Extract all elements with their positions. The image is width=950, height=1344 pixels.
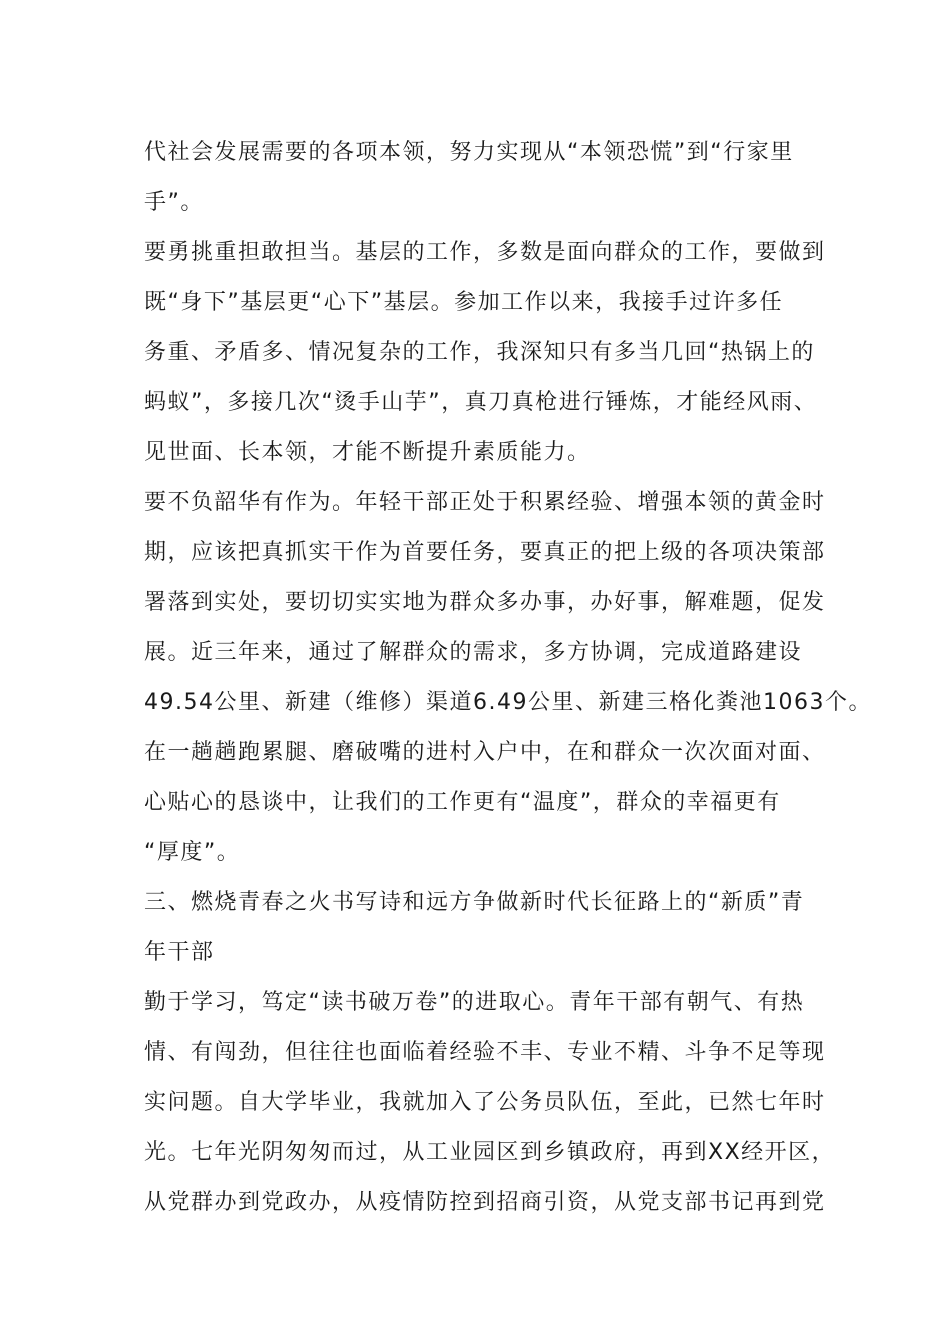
text-line: 从党群办到党政办，从疫情防控到招商引资，从党支部书记再到党 — [144, 1190, 826, 1215]
text-line: 情、有闯劲，但往往也面临着经验不丰、专业不精、斗争不足等现 — [144, 1040, 826, 1065]
text-line: 要不负韶华有作为。年轻干部正处于积累经验、增强本领的黄金时 — [144, 490, 826, 515]
text-line: 实问题。自大学毕业，我就加入了公务员队伍，至此，已然七年时 — [144, 1090, 826, 1115]
text-line: 展。近三年来，通过了解群众的需求，多方协调，完成道路建设 — [144, 640, 803, 665]
text-line: 手”。 — [144, 190, 204, 215]
text-line: 心贴心的恳谈中，让我们的工作更有“温度”，群众的幸福更有 — [144, 790, 781, 815]
text-line: 蚂蚁”，多接几次“烫手山芋”，真刀真枪进行锤炼，才能经风雨、 — [144, 390, 818, 415]
text-line: 见世面、长本领，才能不断提升素质能力。 — [144, 440, 591, 465]
text-line: 务重、矛盾多、情况复杂的工作，我深知只有多当几回“热锅上的 — [144, 340, 815, 365]
document-body — [144, 128, 872, 1228]
section-heading: 年干部 — [144, 940, 215, 965]
text-line: 光。七年光阴匆匆而过，从工业园区到乡镇政府，再到XX经开区， — [144, 1140, 836, 1165]
section-heading: 三、燃烧青春之火书写诗和远方争做新时代长征路上的“新质”青 — [144, 890, 805, 915]
text-line: 代社会发展需要的各项本领，努力实现从“本领恐慌”到“行家里 — [144, 140, 794, 165]
text-line: 期，应该把真抓实干作为首要任务，要真正的把上级的各项决策部 — [144, 540, 826, 565]
text-line: 勤于学习，笃定“读书破万卷”的进取心。青年干部有朝气、有热 — [144, 990, 805, 1015]
text-line: 要勇挑重担敢担当。基层的工作，多数是面向群众的工作，要做到 — [144, 240, 826, 265]
text-line: 既“身下”基层更“心下”基层。参加工作以来，我接手过许多任 — [144, 290, 784, 315]
text-line: “厚度”。 — [144, 840, 241, 865]
text-line: 49.54公里、新建（维修）渠道6.49公里、新建三格化粪池1063个。 — [144, 690, 872, 715]
text-line: 在一趟趟跑累腿、磨破嘴的进村入户中，在和群众一次次面对面、 — [144, 740, 826, 765]
text-line: 署落到实处，要切切实实地为群众多办事，办好事，解难题，促发 — [144, 590, 826, 615]
